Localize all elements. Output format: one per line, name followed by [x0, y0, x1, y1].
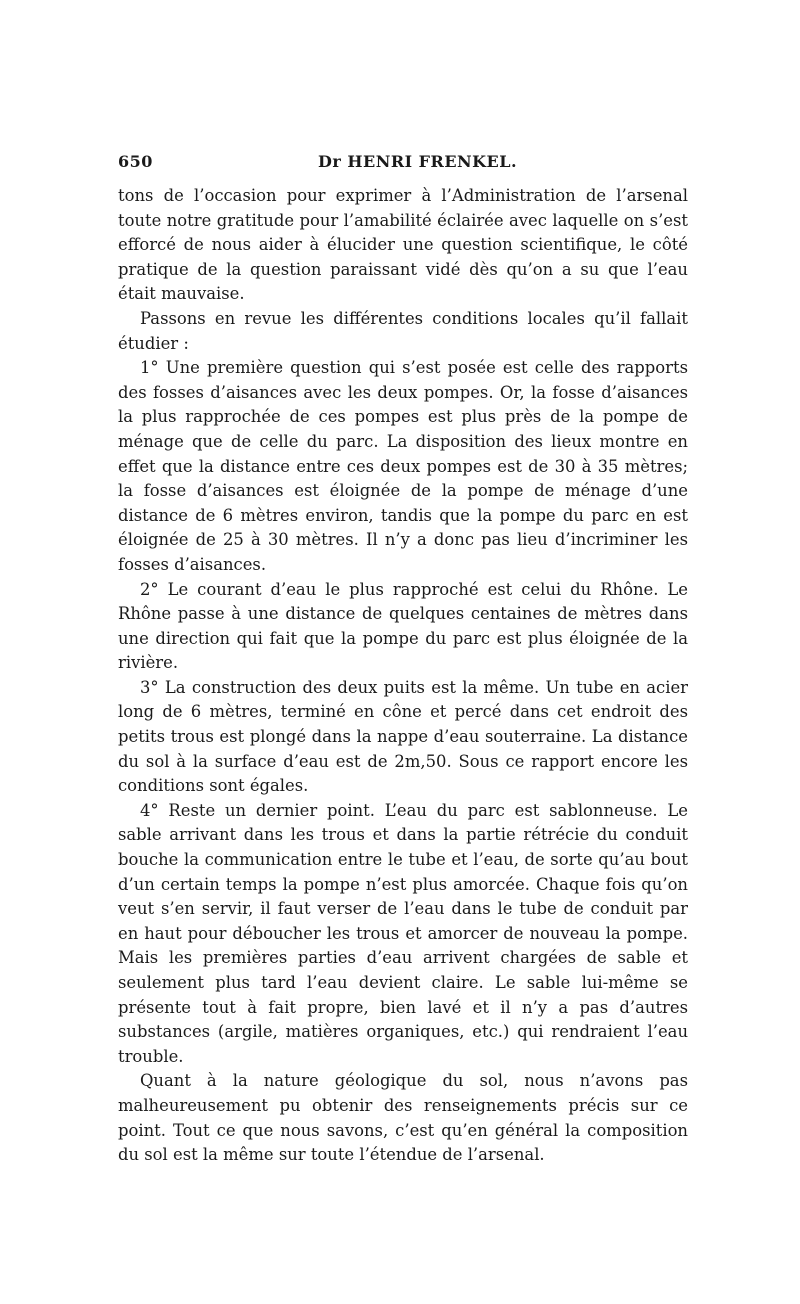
paragraph-continuation: tons de l’occasion pour exprimer à l’Administration de l’arsenal toute notre gratitude pour l’amabilité éclairée avec laquelle on s’est efforcé de nous aider à élucider une question scientifique, le côté pratique de la question paraissant vidé dès qu’on a su que l’eau était mauvaise.: [118, 186, 688, 304]
paragraph-point-2: 2° Le courant d’eau le plus rapproché est celui du Rhône. Le Rhône passe à une distance de quelques centaines de mètres dans une direction qui fait que la pompe du parc est plus éloignée de la rivière.: [118, 579, 688, 673]
document-page: [118, 150, 688, 1168]
paragraph-point-4: 4° Reste un dernier point. L’eau du parc est sablonneuse. Le sable arrivant dans les trous et dans la partie rétrécie du conduit bouche la communication entre le tube et l’eau, de sorte qu’au bout d’un certain temps la pompe n’est plus amorcée. Chaque fois qu’on veut s’en servir, il faut verser de l’eau dans le tube de conduit par en haut pour déboucher les trous et amorcer de nouveau la pompe. Mais les premières parties d’eau arrivent chargées de sable et seulement plus tard l’eau devient claire. Le sable lui-même se présente tout à fait propre, bien lavé et il n’y a pas d’autres substances (argile, matières organiques, etc.) qui rendraient l’eau trouble.: [118, 800, 688, 1066]
body-text: [118, 184, 688, 1168]
running-title: Dr HENRI FRENKEL.: [318, 152, 518, 171]
paragraph-geology: Quant à la nature géologique du sol, nous n’avons pas malheureusement pu obtenir des renseignements précis sur ce point. Tout ce que nous savons, c’est qu’en général la composition du sol est la même sur toute l’étendue de l’arsenal.: [118, 1071, 688, 1165]
page-header: [118, 150, 688, 176]
paragraph-point-3: 3° La construction des deux puits est la même. Un tube en acier long de 6 mètres, terminé en cône et percé dans cet endroit des petits trous est plongé dans la nappe d’eau souterraine. La distance du sol à la surface d’eau est de 2m,50. Sous ce rapport encore les conditions sont égales.: [118, 677, 688, 796]
paragraph-intro: Passons en revue les différentes conditions locales qu’il fallait étudier :: [118, 308, 688, 353]
page-number: 650: [118, 152, 153, 171]
paragraph-point-1: 1° Une première question qui s’est posée est celle des rapports des fosses d’aisances avec les deux pompes. Or, la fosse d’aisances la plus rapprochée de ces pompes est plus près de la pompe de ménage que de celle du parc. La disposition des lieux montre en effet que la distance entre ces deux pompes est de 30 à 35 mètres; la fosse d’aisances est éloignée de la pompe de ménage d’une distance de 6 mètres environ, tandis que la pompe du parc en est éloignée de 25 à 30 mètres. Il n’y a donc pas lieu d’incriminer les fosses d’aisances.: [118, 358, 688, 574]
